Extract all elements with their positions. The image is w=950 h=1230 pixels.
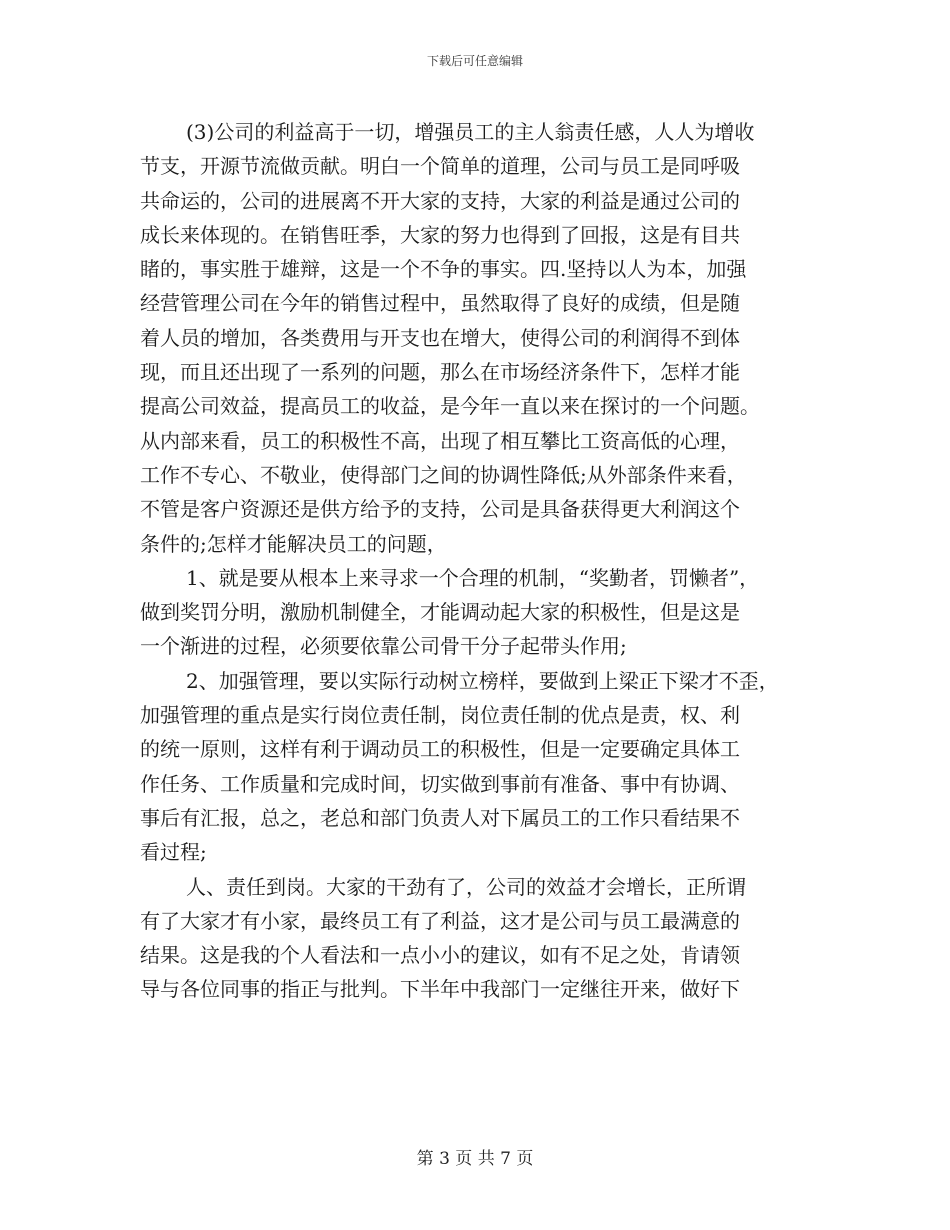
paragraph-line: 条件的;怎样才能解决员工的问题， xyxy=(140,531,447,556)
paragraph-line: 做到奖罚分明，激励机制健全，才能调动起大家的积极性，但是这是 xyxy=(140,600,740,625)
paragraph-line: 节支，开源节流做贡献。明白一个简单的道理，公司与员工是同呼吸 xyxy=(140,154,740,179)
paragraph-line: 睹的，事实胜于雄辩，这是一个不争的事实。四.坚持以人为本，加强 xyxy=(140,257,747,282)
paragraph-line: 结果。这是我的个人看法和一点小小的建议，如有不足之处，肯请领 xyxy=(140,943,740,968)
paragraph-line: 作任务、工作质量和完成时间，切实做到事前有准备、事中有协调、 xyxy=(140,771,740,796)
paragraph-line: 导与各位同事的指正与批判。下半年中我部门一定继往开来，做好下 xyxy=(140,977,740,1002)
paragraph-line: 一个渐进的过程，必须要依靠公司骨干分子起带头作用; xyxy=(140,634,627,659)
page-header: 下载后可任意编辑 xyxy=(426,54,523,68)
paragraph-line: 着人员的增加，各类费用与开支也在增大，使得公司的利润得不到体 xyxy=(140,325,740,350)
document-body xyxy=(140,115,820,1007)
paragraph-line: 看过程; xyxy=(140,840,207,865)
paragraph-line: (3)公司的利益高于一切，增强员工的主人翁责任感，人人为增收 xyxy=(186,120,755,144)
paragraph-line: 事后有汇报，总之，老总和部门负责人对下属员工的工作只看结果不 xyxy=(140,805,740,830)
paragraph-line: 经营管理公司在今年的销售过程中，虽然取得了良好的成绩，但是随 xyxy=(140,291,740,316)
paragraph-line: 从内部来看，员工的积极性不高，出现了相互攀比工资高低的心理， xyxy=(140,428,740,453)
paragraph-line: 的统一原则，这样有利于调动员工的积极性，但是一定要确定具体工 xyxy=(140,737,740,762)
paragraph-line: 工作不专心、不敬业，使得部门之间的协调性降低;从外部条件来看， xyxy=(140,462,747,487)
paragraph-line: 2、加强管理，要以实际行动树立榜样，要做到上梁正下梁才不歪， xyxy=(186,668,779,693)
paragraph-line: 不管是客户资源还是供方给予的支持，公司是具备获得更大利润这个 xyxy=(140,497,740,522)
paragraph-line: 人、责任到岗。大家的干劲有了，公司的效益才会增长，正所谓 xyxy=(186,874,746,899)
paragraph-line: 1、就是要从根本上来寻求一个合理的机制，“奖勤者，罚懒者”， xyxy=(186,565,760,590)
paragraph-line: 成长来体现的。在销售旺季，大家的努力也得到了回报，这是有目共 xyxy=(140,222,740,247)
paragraph-line: 有了大家才有小家，最终员工有了利益，这才是公司与员工最满意的 xyxy=(140,908,740,933)
paragraph-line: 提高公司效益，提高员工的收益，是今年一直以来在探讨的一个问题。 xyxy=(140,394,760,419)
paragraph-line: 共命运的，公司的进展离不开大家的支持，大家的利益是通过公司的 xyxy=(140,188,740,213)
paragraph-line: 加强管理的重点是实行岗位责任制，岗位责任制的优点是责，权、利 xyxy=(140,703,740,728)
paragraph-line: 现，而且还出现了一系列的问题，那么在市场经济条件下，怎样才能 xyxy=(140,360,740,385)
page-footer: 第 3 页 共 7 页 xyxy=(416,1149,534,1169)
